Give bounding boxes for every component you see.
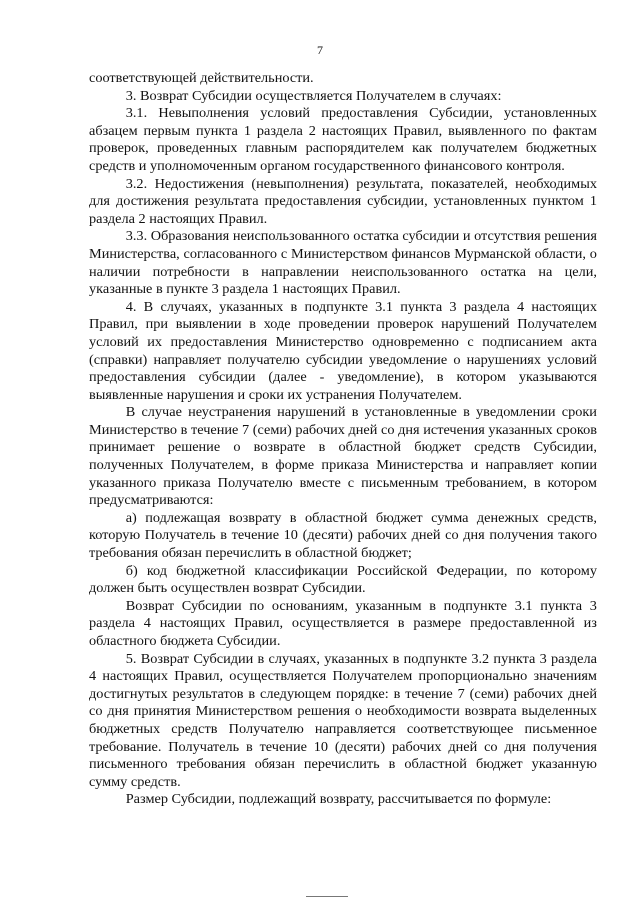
page-number: 7 bbox=[317, 43, 323, 57]
paragraph-item-3-2: 3.2. Недостижения (невыполнения) результата, показателей, необходимых для достижения результата предоставления субсидии, установленных пунктом 1 раздела 2 настоящих Правил. bbox=[89, 176, 597, 227]
paragraph-non-elimination: В случае неустранения нарушений в установленные в уведомлении сроки Министерство в течение 7 (семи) рабочих дней со дня истечения указанных сроков принимает решение о возврате в областной бюджет средств Субсидии, полученных Получателем, в форме приказа Министерства и направляет копии указанного приказа Получателю вместе с письменным требованием, в котором предусматриваются: bbox=[89, 405, 597, 509]
paragraph-item-3-1: 3.1. Невыполнения условий предоставления Субсидии, установленных абзацем первым пункта 1 раздела 2 настоящих Правил, выявленного по фактам проверок, проведенных главным распорядителем как получателем бюджетных средств и уполномоченным органом государственного финансового контроля. bbox=[89, 106, 597, 174]
paragraph-return-grounds: Возврат Субсидии по основаниям, указанным в подпункте 3.1 пункта 3 раздела 4 настоящих Правил, осуществляется в размере предоставленной из областного бюджета Субсидии. bbox=[89, 598, 597, 649]
paragraph-subitem-a: а) подлежащая возврату в областной бюджет сумма денежных средств, которую Получатель в течение 10 (десяти) рабочих дней со дня получения такого требования обязан перечислить в областной бюджет; bbox=[89, 510, 597, 562]
document-body bbox=[89, 70, 597, 809]
paragraph-item-3-3: 3.3. Образования неиспользованного остатка субсидии и отсутствия решения Министерства, согласованного с Министерством финансов Мурманской области, о наличии потребности в направлении неиспользованного остатка на цели, указанные в пункте 3 раздела 1 настоящих Правил. bbox=[89, 229, 597, 298]
paragraph-subitem-b: б) код бюджетной классификации Российской Федерации, по которому должен быть осуществлен возврат Субсидии. bbox=[89, 563, 597, 597]
paragraph-item-5: 5. Возврат Субсидии в случаях, указанных в подпункте 3.2 пункта 3 раздела 4 настоящих Правил, осуществляется Получателем пропорционально значениям достигнутых результатов в следующем порядке: в течение 7 (семи) рабочих дней со дня принятия Министерством решения о необходимости возврата выделенных бюджетных средств Получателю направляется соответствующее письменное требование. Получатель в течение 10 (десяти) рабочих дней со дня получения письменного требования обязан перечислить в областной бюджет указанную сумму средств. bbox=[89, 651, 597, 790]
paragraph-formula-intro: Размер Субсидии, подлежащий возврату, рассчитывается по формуле: bbox=[125, 792, 552, 808]
paragraph-continuation: соответствующей действительности. bbox=[89, 71, 314, 86]
footer-rule bbox=[306, 896, 348, 897]
paragraph-item-4: 4. В случаях, указанных в подпункте 3.1 пункта 3 раздела 4 настоящих Правил, при выявлении в ходе проведении проверок нарушений Получателем условий их предоставления Министерство одновременно с подписанием акта (справки) направляет получателю субсидии уведомление о нарушениях условий предоставления субсидии (далее - уведомление), в котором указываются выявленные нарушения и сроки их устранения Получателем. bbox=[89, 299, 597, 403]
paragraph-item-3: 3. Возврат Субсидии осуществляется Получателем в случаях: bbox=[125, 88, 502, 104]
